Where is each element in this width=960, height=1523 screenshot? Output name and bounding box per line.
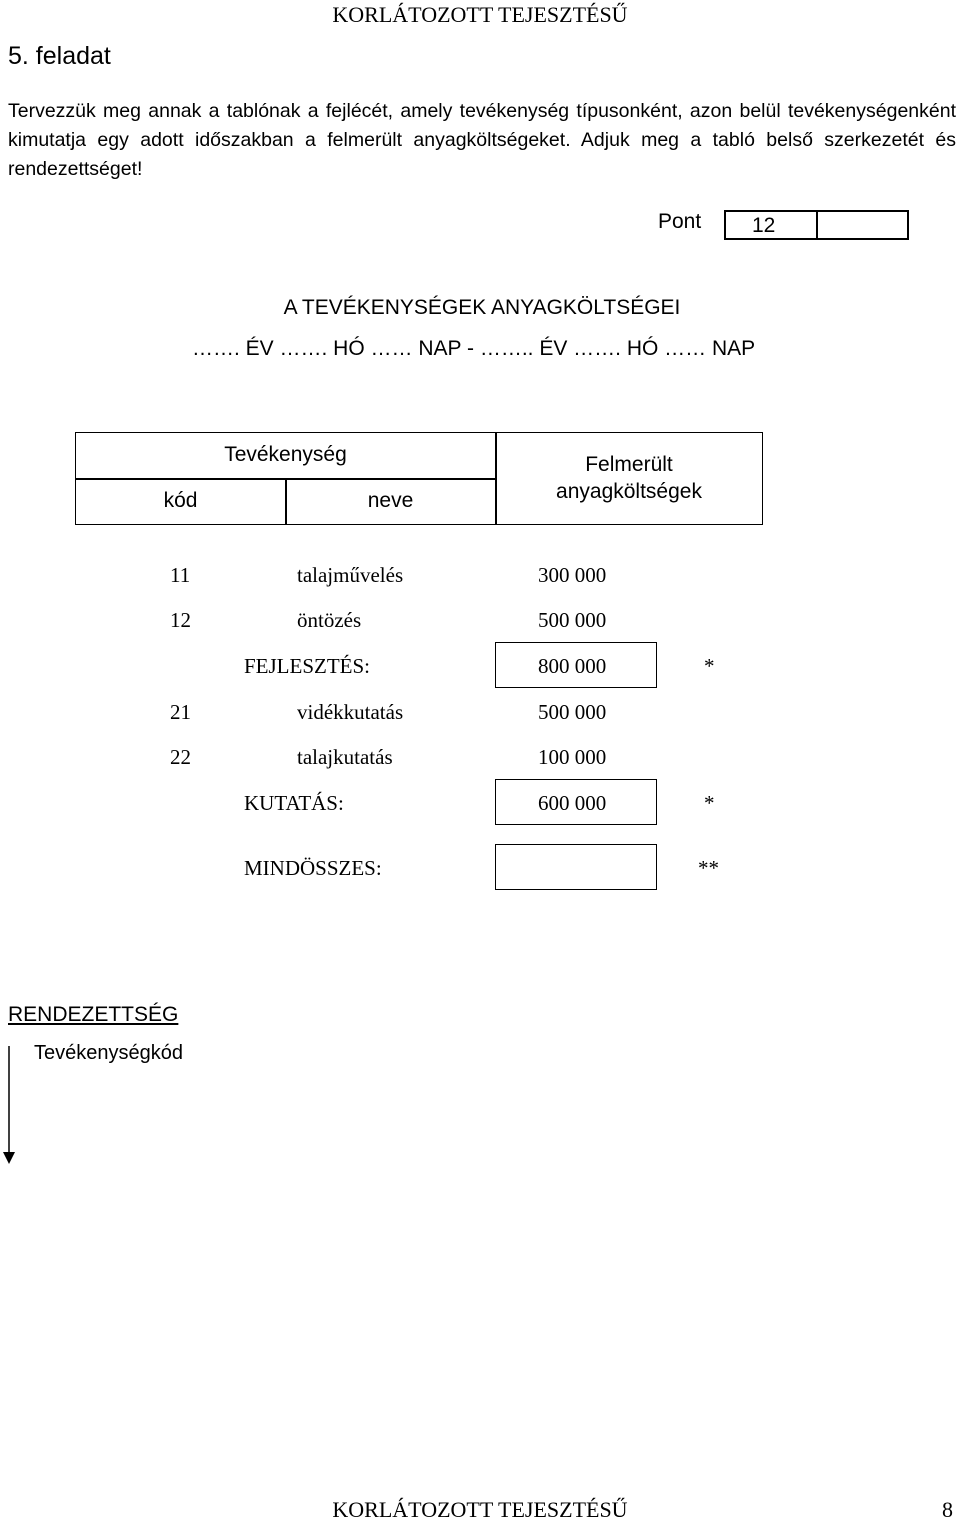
row-name: öntözés: [297, 608, 362, 632]
score-box: [724, 210, 909, 240]
row-code: 11: [170, 563, 191, 587]
grand-total-label: MINDÖSSZES:: [244, 856, 382, 880]
row-name: talajkutatás: [297, 745, 393, 769]
row-code: 12: [170, 608, 191, 632]
header-name: neve: [367, 489, 414, 512]
row-cost: 500 000: [538, 700, 607, 724]
ordering-item: Tevékenységkód: [34, 1042, 183, 1064]
row-cost: 500 000: [538, 608, 607, 632]
header-cost-line1: Felmerült: [585, 453, 673, 476]
header-activity: Tevékenység: [224, 443, 347, 466]
footer-confidential: KORLÁTOZOTT TEJESZTÉSŰ: [332, 1497, 628, 1522]
row-code: 21: [170, 700, 191, 724]
subtotal-label: KUTATÁS:: [244, 791, 344, 815]
task-description: Tervezzük meg annak a tablónak a fejlécét, amely tevékenység típusonként, azon belül tevékenységenként kimutatja egy adott időszakban a felmerült anyagköltségeket. Adjuk meg a tabló belső szerkezetét és rendezettséget!: [8, 100, 956, 180]
header-divider: [495, 433, 497, 524]
ordering-title: RENDEZETTSÉG: [8, 1003, 179, 1026]
row-cost: 300 000: [538, 563, 607, 587]
header-confidential: KORLÁTOZOTT TEJESZTÉSŰ: [332, 2, 628, 27]
row-cost: 100 000: [538, 745, 607, 769]
report-period: ……. ÉV ……. HÓ …… NAP - …….. ÉV ……. HÓ …… NAP: [192, 337, 756, 360]
row-code: 22: [170, 745, 191, 769]
header-code: kód: [163, 489, 198, 512]
subtotal-mark: *: [704, 654, 715, 678]
subtotal-cost: 800 000: [538, 654, 607, 678]
grand-total-mark: **: [698, 856, 719, 880]
score-label: Pont: [658, 210, 702, 233]
row-name: talajművelés: [297, 563, 404, 587]
subtotal-label: FEJLESZTÉS:: [244, 654, 371, 678]
score-value: 12: [752, 214, 776, 237]
page-number: 8: [942, 1497, 953, 1522]
arrow-down-icon: [2, 1046, 16, 1166]
grand-total-box: [495, 844, 657, 890]
table-header: [75, 432, 763, 525]
header-cost-line2: anyagköltségek: [556, 480, 702, 503]
report-title: A TEVÉKENYSÉGEK ANYAGKÖLTSÉGEI: [283, 296, 681, 319]
task-title: 5. feladat: [8, 42, 111, 70]
subtotal-mark: *: [704, 791, 715, 815]
subtotal-cost: 600 000: [538, 791, 607, 815]
row-name: vidékkutatás: [297, 700, 404, 724]
